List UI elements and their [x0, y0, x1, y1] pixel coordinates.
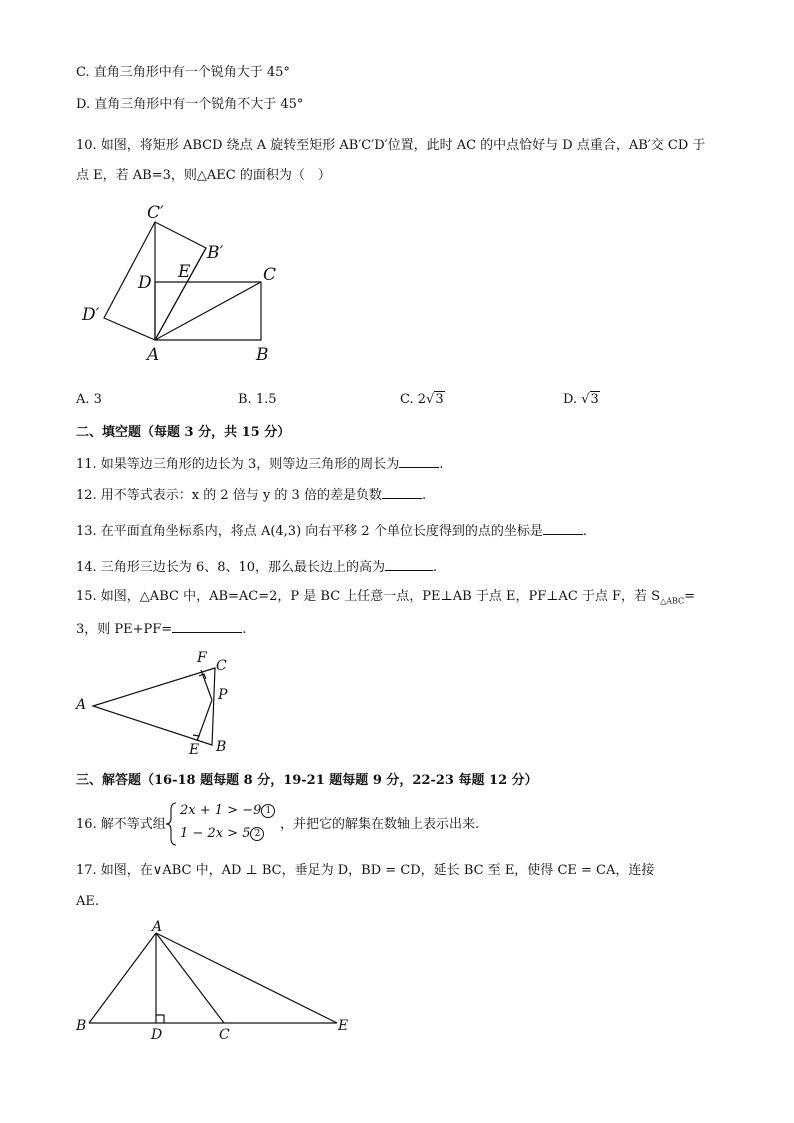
option-c: C. 直角三角形中有一个锐角大于 45° [76, 65, 290, 80]
label-b: B [216, 739, 227, 755]
label-c: C [219, 1027, 230, 1043]
section-2-heading: 二、填空题（每题 3 分，共 15 分） [76, 425, 291, 440]
question-16-prefix: 16. 解不等式组 [76, 817, 166, 832]
label-d-prime: D′ [82, 305, 100, 325]
label-a: A [147, 345, 160, 365]
question-15-line1: 15. 如图，△ABC 中，AB=AC=2，P 是 BC 上任意一点，PE⊥AB 于点 E，PF⊥AC 于点 F，若 $S_{\triangle ABC}=$ [76, 589, 696, 606]
label-f: F [197, 650, 207, 666]
question-11: 11. 如果等边三角形的边长为 3，则等边三角形的周长为 . [76, 457, 444, 472]
option-d-value [563, 392, 600, 407]
sqrt-symbol: √3 [426, 392, 444, 407]
question-15-line2: 3，则 PE+PF= . [76, 622, 247, 637]
option-c-prefix: C. 2 [400, 392, 427, 407]
label-d: D [151, 1027, 163, 1043]
label-e: E [338, 1018, 349, 1034]
option-a: A. 3 [76, 392, 102, 407]
label-b: B [76, 1018, 87, 1034]
option-d-prefix: D. [563, 392, 578, 407]
option-b: B. 1.5 [238, 392, 277, 407]
label-a: A [76, 697, 87, 713]
label-e: E [178, 262, 191, 282]
label-a: A [152, 919, 163, 935]
option-c-value [400, 392, 445, 407]
label-b: B [256, 345, 269, 365]
question-12: 12. 用不等式表示：x 的 2 倍与 y 的 3 倍的差是负数 . [76, 488, 427, 503]
inequality-2: 1 − 2x > 5 2 [180, 826, 264, 841]
label-c-prime: C′ [147, 203, 164, 223]
label-d: D [138, 273, 152, 293]
inequality-1: 2x + 1 > −9 1 [180, 803, 275, 818]
label-p: P [218, 687, 228, 703]
question-17-line1: 17. 如图，在∨ABC 中，AD ⊥ BC，垂足为 D，BD = CD，延长 BC 至 E，使得 CE = CA，连接 [76, 863, 655, 878]
question-10-line1: 10. 如图，将矩形 ABCD 绕点 A 旋转至矩形 AB′C′D′位置，此时 AC 的中点恰好与 D 点重合，AB′交 CD 于 [76, 138, 706, 153]
label-c: C [263, 265, 277, 285]
question-17-line2: AE. [76, 894, 100, 909]
label-b-prime: B′ [207, 243, 224, 263]
question-13: 13. 在平面直角坐标系内，将点 A(4,3) 向右平移 2 个单位长度得到的点的坐标是 . [76, 524, 587, 539]
marker-2: 2 [250, 827, 264, 841]
option-d: D. 直角三角形中有一个锐角不大于 45° [76, 97, 304, 112]
question-14: 14. 三角形三边长为 6、8、10，那么最长边上的高为 . [76, 560, 438, 575]
section-3-heading: 三、解答题（16-18 题每题 8 分，19-21 题每题 9 分，22-23 每题 12 分） [76, 773, 538, 788]
label-e: E [189, 742, 200, 758]
question-10-line2: 点 E，若 AB=3，则△AEC 的面积为（ ） [76, 168, 331, 183]
marker-1: 1 [261, 804, 275, 818]
sqrt-symbol: √3 [581, 392, 599, 407]
label-c: C [216, 658, 227, 674]
question-16-suffix: ，并把它的解集在数轴上表示出来. [280, 817, 480, 832]
